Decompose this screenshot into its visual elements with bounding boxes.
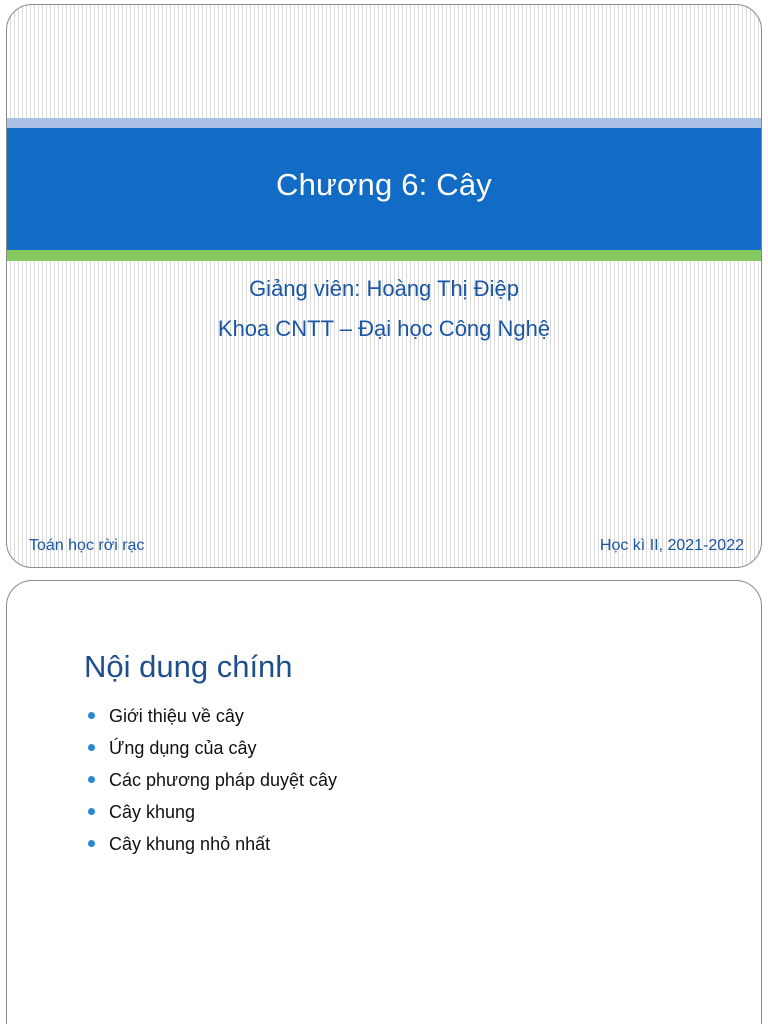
- list-item: [87, 833, 337, 865]
- list-item-text: Các phương pháp duyệt cây: [109, 770, 337, 790]
- list-item: [87, 801, 337, 833]
- bullet-dot-icon: [88, 712, 95, 719]
- footer-course-name: Toán học rời rạc: [29, 537, 145, 554]
- bullet-dot-icon: [88, 808, 95, 815]
- contents-heading: Nội dung chính: [84, 649, 293, 684]
- footer-semester: Học kì II, 2021-2022: [599, 537, 744, 554]
- title-band-top-stripe: [7, 118, 761, 128]
- title-band-bottom-stripe: [7, 250, 761, 261]
- faculty-line: Khoa CNTT – Đại học Công Nghệ: [217, 316, 551, 341]
- title-slide: [6, 4, 762, 568]
- list-item: [87, 705, 337, 737]
- slide-title: Chương 6: Cây: [276, 167, 492, 202]
- list-item-text: Cây khung nhỏ nhất: [109, 834, 271, 854]
- list-item-text: Cây khung: [109, 802, 196, 822]
- bullet-dot-icon: [88, 776, 95, 783]
- lecturer-line: Giảng viên: Hoàng Thị Điệp: [249, 276, 519, 301]
- list-item: [87, 737, 337, 769]
- list-item-text: Giới thiệu về cây: [109, 706, 244, 726]
- list-item: [87, 769, 337, 801]
- title-band: [7, 128, 761, 250]
- bullet-dot-icon: [88, 744, 95, 751]
- contents-list: [87, 705, 337, 865]
- bullet-dot-icon: [88, 840, 95, 847]
- contents-slide: [6, 580, 762, 1024]
- list-item-text: Ứng dụng của cây: [109, 738, 257, 758]
